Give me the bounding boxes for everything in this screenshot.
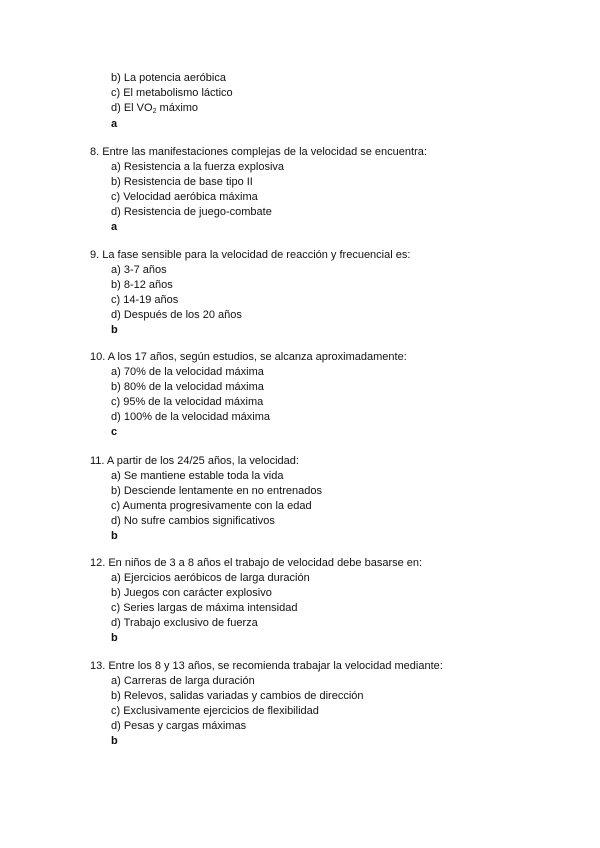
intro-answer: a <box>111 118 118 130</box>
question-12-option-c: c) Series largas de máxima intensidad <box>111 602 298 614</box>
question-11-option-b: b) Desciende lentamente en no entrenados <box>111 485 322 497</box>
question-9-option-d: d) Después de los 20 años <box>111 309 242 321</box>
intro-option-b: b) La potencia aeróbica <box>111 72 226 84</box>
intro-option-d-subscript: 2 <box>152 108 157 115</box>
question-10-option-a: a) 70% de la velocidad máxima <box>111 366 264 378</box>
question-13-option-d: d) Pesas y cargas máximas <box>111 720 247 732</box>
question-12-option-a: a) Ejercicios aeróbicos de larga duración <box>111 572 310 584</box>
question-10-option-b: b) 80% de la velocidad máxima <box>111 381 264 393</box>
intro-option-d <box>111 101 198 119</box>
question-11-option-c: c) Aumenta progresivamente con la edad <box>111 500 312 512</box>
question-11-text: 11. A partir de los 24/25 años, la velocidad: <box>90 455 299 467</box>
question-8-text: 8. Entre las manifestaciones complejas de la velocidad se encuentra: <box>90 146 427 158</box>
question-11-answer: b <box>111 530 118 542</box>
question-13-answer: b <box>111 735 118 747</box>
question-10-option-d: d) 100% de la velocidad máxima <box>111 411 270 423</box>
question-9-text: 9. La fase sensible para la velocidad de reacción y frecuencial es: <box>90 249 411 261</box>
question-12-option-d: d) Trabajo exclusivo de fuerza <box>111 617 258 629</box>
intro-option-d-suffix: máximo <box>156 102 199 114</box>
question-11-option-d: d) No sufre cambios significativos <box>111 515 275 527</box>
question-10-option-c: c) 95% de la velocidad máxima <box>111 396 264 408</box>
question-8-option-c: c) Velocidad aeróbica máxima <box>111 191 258 203</box>
question-9-option-b: b) 8-12 años <box>111 279 173 291</box>
question-8-answer: a <box>111 221 118 233</box>
intro-option-d-prefix: d) El VO <box>111 102 153 114</box>
question-13-text: 13. Entre los 8 y 13 años, se recomienda trabajar la velocidad mediante: <box>90 660 443 672</box>
question-9-option-c: c) 14-19 años <box>111 294 179 306</box>
question-10-answer: c <box>111 426 118 438</box>
question-13-option-a: a) Carreras de larga duración <box>111 675 255 687</box>
question-10-text: 10. A los 17 años, según estudios, se alcanza aproximadamente: <box>90 351 407 363</box>
question-8-option-b: b) Resistencia de base tipo II <box>111 176 253 188</box>
question-9-option-a: a) 3-7 años <box>111 264 167 276</box>
question-13-option-b: b) Relevos, salidas variadas y cambios de dirección <box>111 690 364 702</box>
question-11-option-a: a) Se mantiene estable toda la vida <box>111 470 284 482</box>
question-12-option-b: b) Juegos con carácter explosivo <box>111 587 272 599</box>
intro-option-c: c) El metabolismo láctico <box>111 87 233 99</box>
question-8-option-d: d) Resistencia de juego-combate <box>111 206 272 218</box>
question-9-answer: b <box>111 324 118 336</box>
question-8-option-a: a) Resistencia a la fuerza explosiva <box>111 161 285 173</box>
question-12-answer: b <box>111 632 118 644</box>
question-13-option-c: c) Exclusivamente ejercicios de flexibilidad <box>111 705 319 717</box>
question-12-text: 12. En niños de 3 a 8 años el trabajo de velocidad debe basarse en: <box>90 557 423 569</box>
